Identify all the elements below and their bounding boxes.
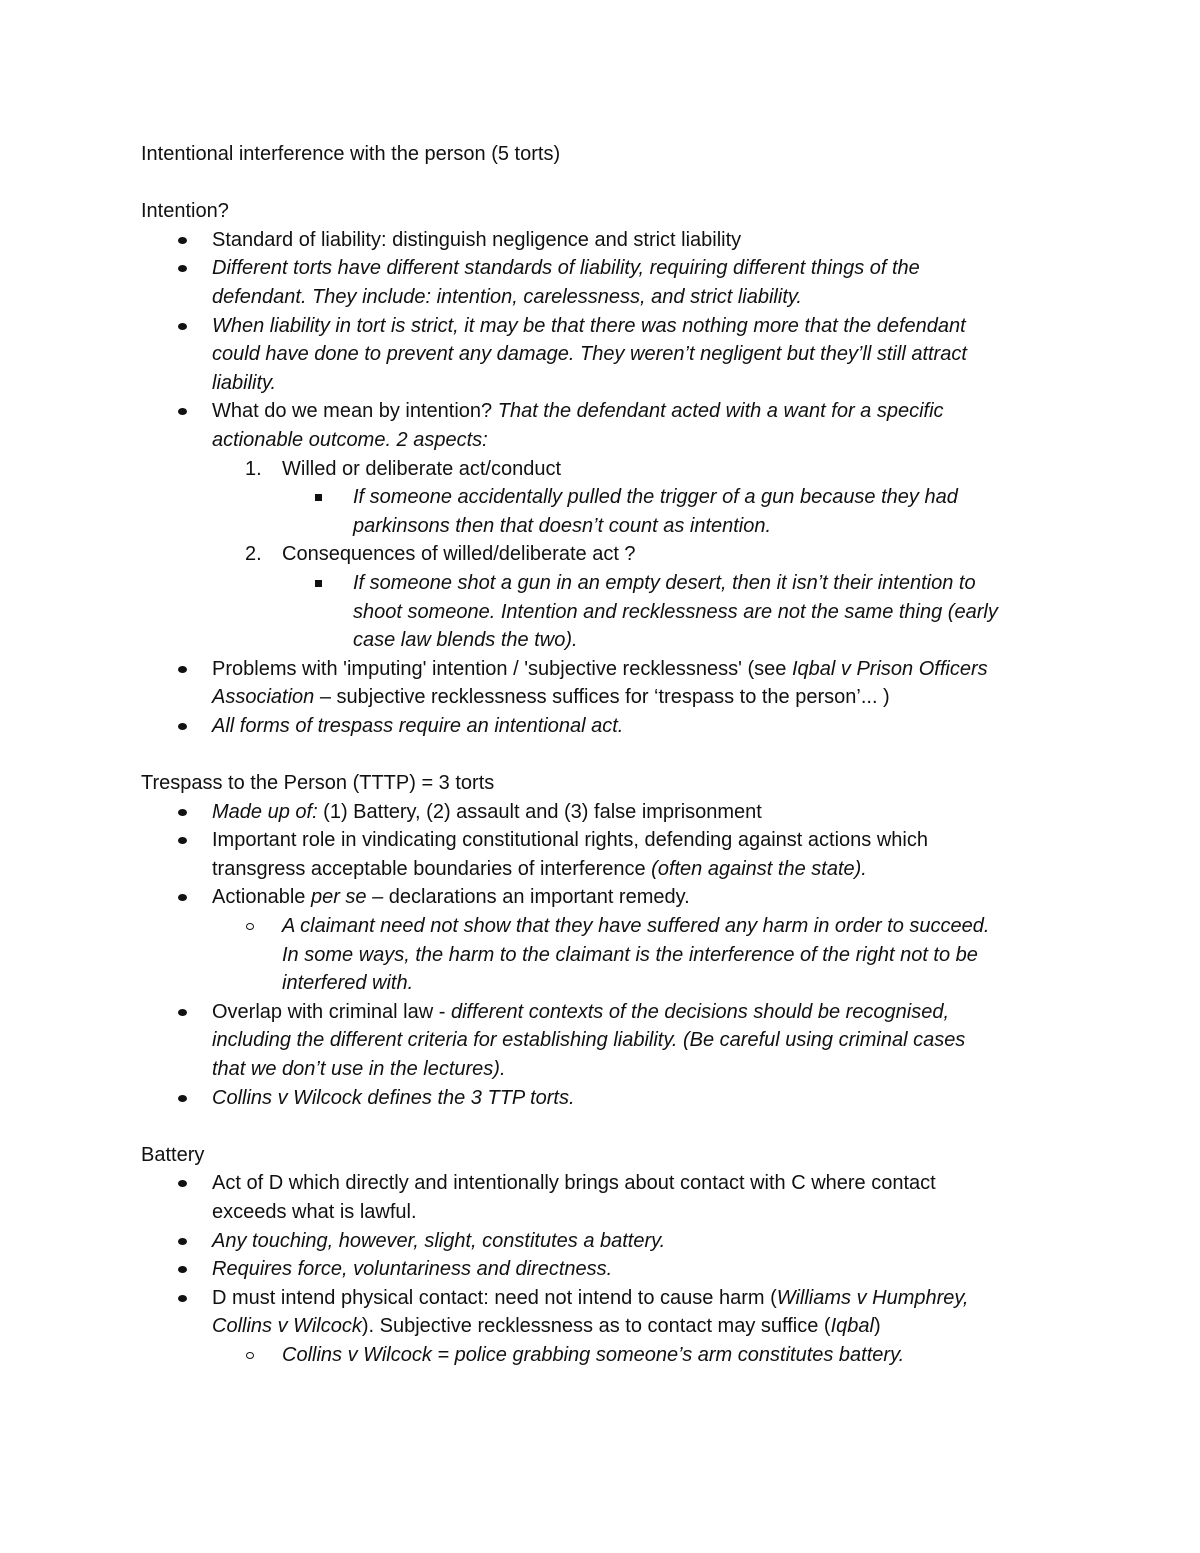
bullet-item: Overlap with criminal law - different contexts of the decisions should be recognised, — [141, 998, 1071, 1027]
bullet-icon — [178, 237, 187, 244]
hollow-bullet-icon — [246, 1352, 254, 1359]
sub-bullet-item: Collins v Wilcock = police grabbing someone’s arm constitutes battery. — [141, 1341, 1071, 1370]
bullet-icon — [178, 1295, 187, 1302]
bullet-icon — [178, 666, 187, 673]
list-number: 1. — [245, 457, 262, 480]
bullet-item: D must intend physical contact: need not intend to cause harm (Williams v Humphrey, — [141, 1284, 1071, 1313]
bullet-icon — [178, 323, 187, 330]
bullet-icon — [178, 723, 187, 730]
bullet-icon — [178, 1238, 187, 1245]
bullet-icon — [178, 1009, 187, 1016]
hollow-bullet-icon — [246, 923, 254, 930]
list-number: 2. — [245, 543, 262, 566]
square-bullet-icon — [315, 580, 322, 587]
bullet-continuation: transgress acceptable boundaries of interference (often against the state). — [212, 857, 867, 880]
bullet-continuation: that we don’t use in the lectures). — [212, 1058, 506, 1080]
bullet-continuation: exceeds what is lawful. — [212, 1200, 417, 1223]
bullet-icon — [178, 894, 187, 901]
document-body — [141, 140, 1071, 1370]
bullet-continuation: Collins v Wilcock). Subjective recklessness as to contact may suffice (Iqbal) — [212, 1315, 881, 1338]
bullet-icon — [178, 837, 187, 844]
bullet-item: Standard of liability: distinguish negligence and strict liability — [141, 226, 1071, 255]
sub-bullet-item: If someone accidentally pulled the trigger of a gun because they had — [141, 483, 1071, 512]
bullet-icon — [178, 408, 187, 415]
sub-bullet-item: If someone shot a gun in an empty desert, then it isn’t their intention to — [141, 569, 1071, 598]
bullet-item: When liability in tort is strict, it may be that there was nothing more that the defendant — [141, 312, 1071, 341]
bullet-icon — [178, 265, 187, 272]
bullet-continuation: actionable outcome. 2 aspects: — [212, 428, 488, 451]
bullet-continuation: parkinsons then that doesn’t count as intention. — [353, 514, 772, 537]
section-heading: Intentional interference with the person (5 torts) — [141, 143, 561, 165]
bullet-item: All forms of trespass require an intentional act. — [141, 712, 1071, 741]
section-heading: Battery — [141, 1143, 205, 1166]
bullet-continuation: Association – subjective recklessness suffices for ‘trespass to the person’... ) — [212, 686, 890, 709]
bullet-continuation: could have done to prevent any damage. They weren’t negligent but they’ll still attract — [212, 343, 967, 366]
numbered-item: 1. Willed or deliberate act/conduct — [141, 455, 1071, 484]
bullet-icon — [178, 809, 187, 816]
numbered-item: 2. Consequences of willed/deliberate act ? — [141, 540, 1071, 569]
bullet-icon — [178, 1180, 187, 1187]
bullet-continuation: shoot someone. Intention and recklessness are not the same thing (early — [353, 600, 998, 623]
bullet-item: Made up of: (1) Battery, (2) assault and (3) false imprisonment — [141, 798, 1071, 827]
square-bullet-icon — [315, 494, 322, 501]
bullet-item: Collins v Wilcock defines the 3 TTP torts. — [141, 1084, 1071, 1113]
subheading: Intention? — [141, 200, 229, 223]
bullet-continuation: In some ways, the harm to the claimant is the interference of the right not to be — [282, 943, 978, 966]
bullet-icon — [178, 1266, 187, 1273]
bullet-continuation: case law blends the two). — [353, 629, 578, 652]
bullet-item: Any touching, however, slight, constitutes a battery. — [141, 1227, 1071, 1256]
bullet-item: Different torts have different standards of liability, requiring different things of the — [141, 254, 1071, 283]
bullet-item: What do we mean by intention? That the defendant acted with a want for a specific — [141, 397, 1071, 426]
blank-line — [141, 740, 1071, 769]
bullet-item: Problems with 'imputing' intention / 'subjective recklessness' (see Iqbal v Prison Officers — [141, 655, 1071, 684]
blank-line — [141, 1112, 1071, 1141]
bullet-continuation: defendant. They include: intention, carelessness, and strict liability. — [212, 285, 802, 308]
bullet-item: Actionable per se – declarations an important remedy. — [141, 883, 1071, 912]
bullet-item: Important role in vindicating constitutional rights, defending against actions which — [141, 826, 1071, 855]
bullet-icon — [178, 1095, 187, 1102]
bullet-continuation: including the different criteria for establishing liability. (Be careful using criminal cases — [212, 1029, 966, 1052]
blank-line — [141, 169, 1071, 198]
bullet-item: Act of D which directly and intentionally brings about contact with C where contact — [141, 1169, 1071, 1198]
bullet-continuation: interfered with. — [282, 972, 414, 995]
sub-bullet-item: A claimant need not show that they have suffered any harm in order to succeed. — [141, 912, 1071, 941]
section-heading: Trespass to the Person (TTTP) = 3 torts — [141, 772, 495, 795]
bullet-continuation: liability. — [212, 371, 277, 394]
bullet-item: Requires force, voluntariness and directness. — [141, 1255, 1071, 1284]
